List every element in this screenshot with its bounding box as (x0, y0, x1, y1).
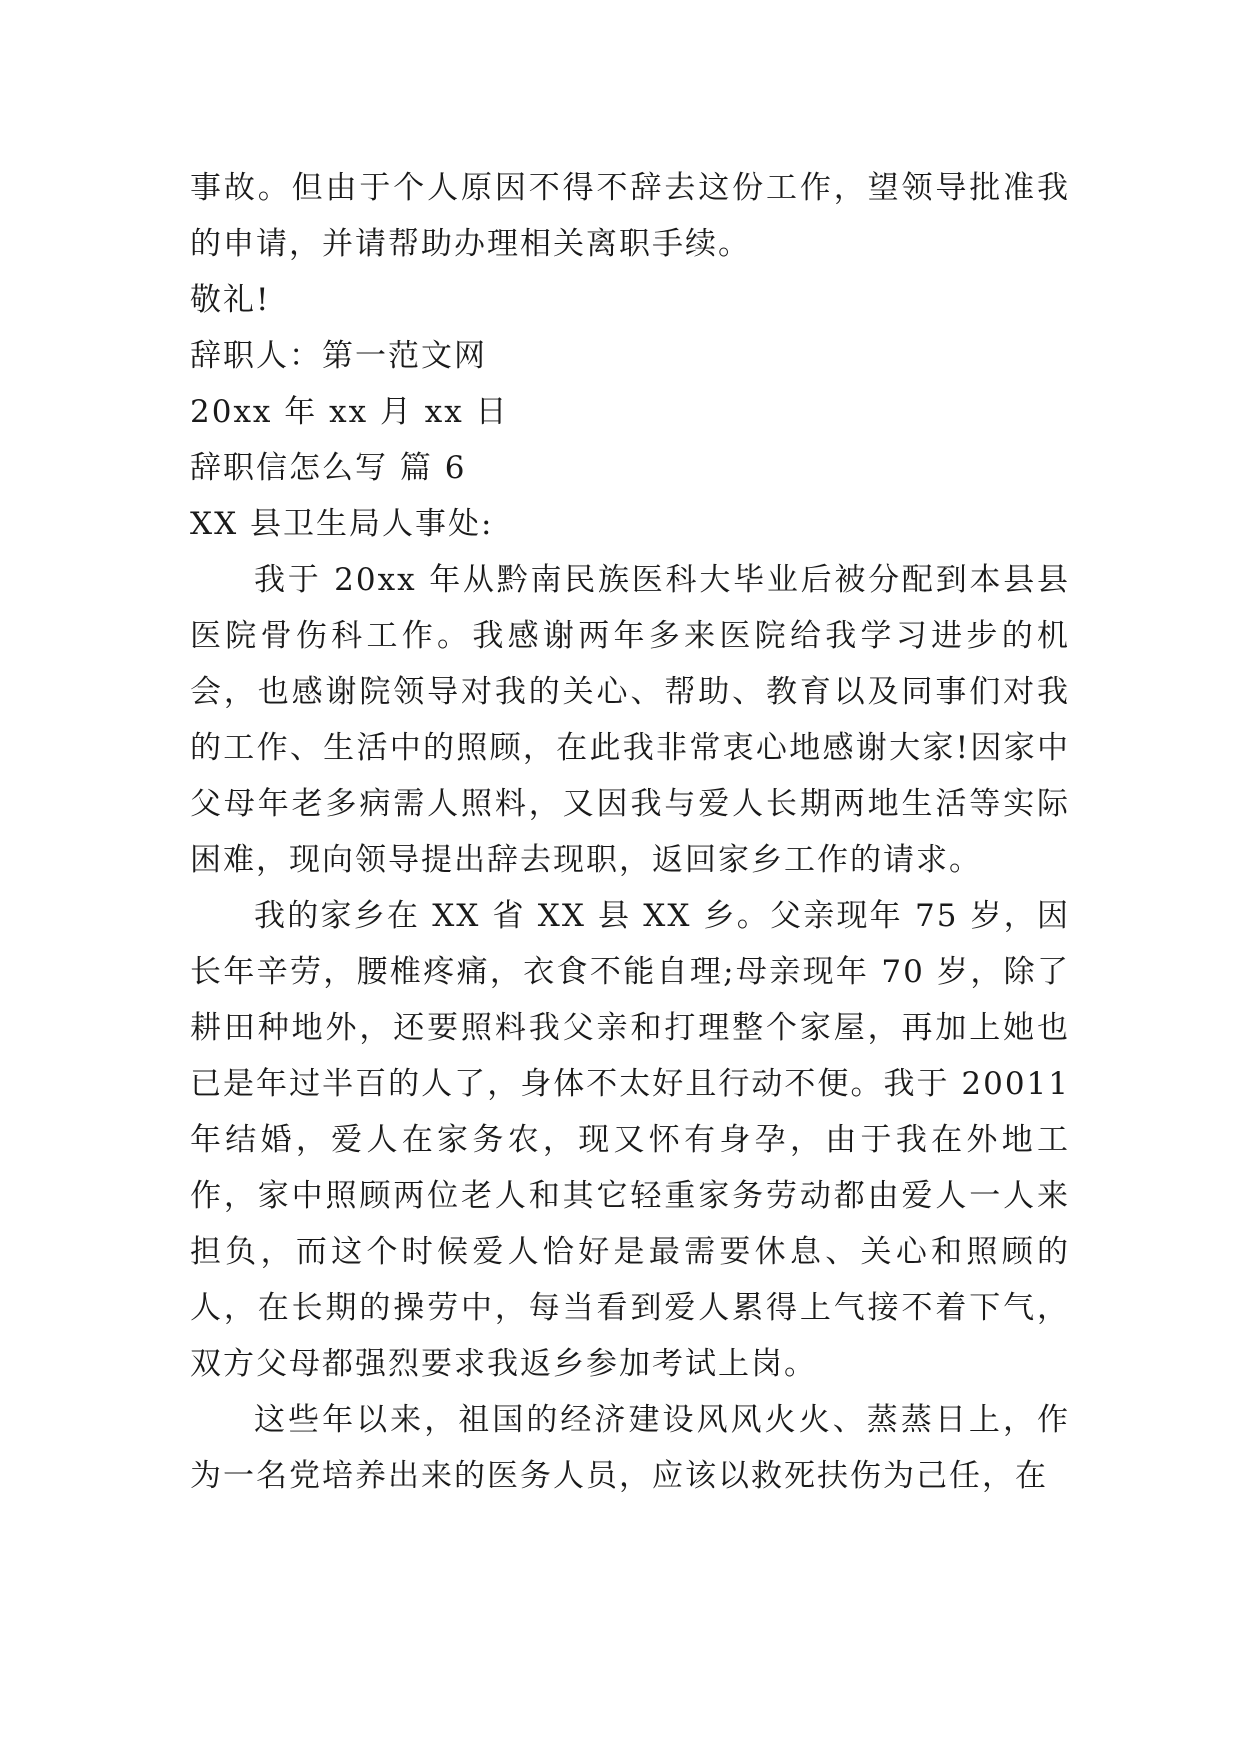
paragraph-closing-request: 事故。但由于个人原因不得不辞去这份工作，望领导批准我的申请，并请帮助办理相关离职手续。 (190, 170, 1070, 262)
recipient-line: XX 县卫生局人事处: (190, 506, 494, 542)
date-line: 20xx 年 xx 月 xx 日 (190, 394, 509, 430)
document-body (190, 160, 1070, 1504)
section-heading: 辞职信怎么写 篇 6 (190, 450, 467, 486)
salutation-line: 敬礼! (190, 282, 271, 318)
paragraph-closing: 这些年以来，祖国的经济建设风风火火、蒸蒸日上，作为一名党培养出来的医务人员，应该以救死扶伤为己任，在 (190, 1402, 1070, 1494)
signature-line: 辞职人：第一范文网 (190, 338, 487, 374)
paragraph-intro: 我于 20xx 年从黔南民族医科大毕业后被分配到本县县医院骨伤科工作。我感谢两年多来医院给我学习进步的机会，也感谢院领导对我的关心、帮助、教育以及同事们对我的工作、生活中的照顾，在此我非常衷心地感谢大家!因家中父母年老多病需人照料，又因我与爱人长期两地生活等实际困难，现向领导提出辞去现职，返回家乡工作的请求。 (190, 562, 1070, 878)
paragraph-family: 我的家乡在 XX 省 XX 县 XX 乡。父亲现年 75 岁，因长年辛劳，腰椎疼痛，衣食不能自理;母亲现年 70 岁，除了耕田种地外，还要照料我父亲和打理整个家屋，再加上她也已是年过半百的人了，身体不太好且行动不便。我于 20011 年结婚，爱人在家务农，现又怀有身孕，由于我在外地工作，家中照顾两位老人和其它轻重家务劳动都由爱人一人来担负，而这个时候爱人恰好是最需要休息、关心和照顾的人，在长期的操劳中，每当看到爱人累得上气接不着下气，双方父母都强烈要求我返乡参加考试上岗。 (190, 898, 1070, 1382)
